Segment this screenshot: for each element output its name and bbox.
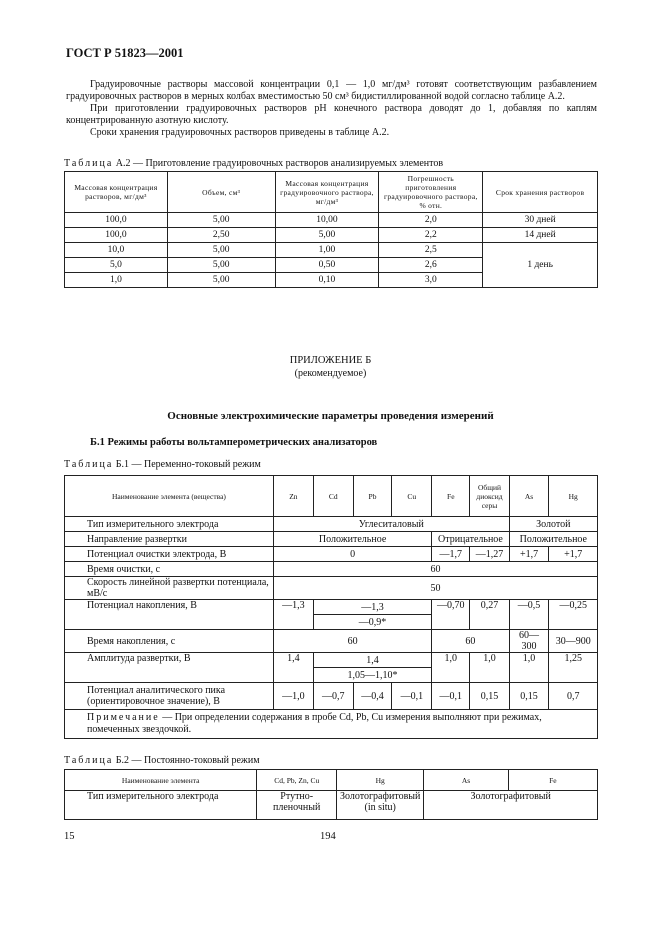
table-cell: Золотографитовый (in situ) (336, 791, 423, 820)
header-cell: Hg (549, 476, 598, 517)
header-cell: Cd, Pb, Zn, Cu (257, 770, 337, 791)
appendix-heading: Основные электрохимические параметры проведения измерений (167, 410, 494, 422)
header-cell: Pb (353, 476, 392, 517)
table-cell: 50 (273, 577, 597, 600)
table-cell: 10,00 (275, 213, 379, 228)
header-cell: Cu (392, 476, 432, 517)
row-label: Направление развертки (65, 532, 274, 547)
table-b2-caption: Таблица Б.2 — Постоянно-токовый режим (64, 755, 260, 766)
table-cell: Золотой (509, 517, 597, 532)
row-label: Амплитуда развертки, В (65, 653, 274, 683)
table-cell: 1,00 (275, 243, 379, 258)
header-cell: Общий диоксид серы (470, 476, 509, 517)
table-note: Примечание — При определении содержания в пробе Cd, Pb, Cu измерения выполняют при режимах, помеченных звездочкой. (65, 710, 598, 739)
table-row (65, 630, 598, 653)
table-row (65, 532, 598, 547)
table-cell: 60—300 (509, 630, 549, 653)
table-cell: 60 (432, 630, 509, 653)
section-heading: Б.1 Режимы работы вольтамперометрических анализаторов (90, 437, 378, 448)
table-header-row (65, 476, 598, 517)
table-cell: 0,7 (549, 683, 598, 710)
table-cell: —1,3 (313, 600, 431, 615)
header-cell: Массовая концентрация растворов, мг/дм³ (65, 172, 168, 213)
header-cell: As (509, 476, 549, 517)
table-row (65, 600, 598, 615)
table-cell: 100,0 (65, 228, 168, 243)
table-cell: 1,0 (432, 653, 470, 683)
table-row (65, 228, 598, 243)
table-cell: Отрицательное (432, 532, 509, 547)
table-cell: 0,50 (275, 258, 379, 273)
table-cell: 5,00 (167, 243, 275, 258)
table-cell: 2,5 (379, 243, 483, 258)
table-header-row (65, 770, 598, 791)
header-cell: Массовая концентрация градуировочного раствора, мг/дм³ (275, 172, 379, 213)
table-b2 (64, 769, 598, 820)
table-cell: 0,27 (470, 600, 509, 630)
table-row (65, 791, 598, 820)
row-label: Время очистки, с (65, 562, 274, 577)
row-label: Тип измерительного электрода (65, 517, 274, 532)
intro-paragraph-2: При приготовлении градуировочных растворов pH конечного раствора доводят до 1, добавляя по каплям концентрированную азотную кислоту. (66, 103, 597, 126)
table-row (65, 562, 598, 577)
table-cell: 30 дней (483, 213, 598, 228)
header-cell: Объем, см³ (167, 172, 275, 213)
table-cell: Положительное (273, 532, 431, 547)
table-cell: 1,4 (313, 653, 431, 668)
header-cell: Zn (273, 476, 313, 517)
header-cell: Срок хранения растворов (483, 172, 598, 213)
table-row (65, 683, 598, 710)
table-b1 (64, 475, 598, 739)
table-cell: 60 (273, 562, 597, 577)
table-cell: —0,7 (313, 683, 353, 710)
header-cell: As (424, 770, 508, 791)
table-row (65, 213, 598, 228)
table-cell: 1,0 (509, 653, 549, 683)
table-cell: 3,0 (379, 273, 483, 288)
row-label: Потенциал очистки электрода, В (65, 547, 274, 562)
table-cell: 5,00 (167, 273, 275, 288)
table-cell: —0,5 (509, 600, 549, 630)
table-cell: 5,00 (275, 228, 379, 243)
table-cell: —1,3 (273, 600, 313, 630)
table-cell: 2,50 (167, 228, 275, 243)
appendix-subtitle: (рекомендуемое) (294, 368, 367, 379)
table-cell: Золотографитовый (424, 791, 598, 820)
document-header: ГОСТ Р 51823—2001 (66, 46, 184, 60)
table-cell: 2,2 (379, 228, 483, 243)
header-cell: Наименование элемента (вещества) (65, 476, 274, 517)
table-cell: +1,7 (549, 547, 598, 562)
table-row (65, 653, 598, 668)
header-cell: Погрешность приготовления градуировочного раствора, % отн. (379, 172, 483, 213)
header-cell: Наименование элемента (65, 770, 257, 791)
table-cell: 1 день (483, 243, 598, 288)
table-cell: 14 дней (483, 228, 598, 243)
table-cell: —0,25 (549, 600, 598, 630)
table-cell: 30—900 (549, 630, 598, 653)
table-header-row (65, 172, 598, 213)
table-cell: 0,15 (509, 683, 549, 710)
table-cell: —1,7 (432, 547, 470, 562)
page-number-left: 15 (64, 831, 75, 842)
table-cell: 5,0 (65, 258, 168, 273)
table-a2-caption: Таблица А.2 — Приготовление градуировочных растворов анализируемых элементов (64, 158, 444, 169)
appendix-title: ПРИЛОЖЕНИЕ Б (289, 355, 372, 366)
table-cell: —0,70 (432, 600, 470, 630)
table-cell: 2,0 (379, 213, 483, 228)
intro-text (66, 79, 597, 139)
row-label: Скорость линейной развертки потенциала, мВ/с (65, 577, 274, 600)
header-cell: Hg (336, 770, 423, 791)
table-cell: —0,9* (313, 615, 431, 630)
table-row (65, 517, 598, 532)
header-cell: Cd (313, 476, 353, 517)
table-cell: 0 (273, 547, 431, 562)
table-cell: —1,27 (470, 547, 509, 562)
table-cell: Углеситаловый (273, 517, 509, 532)
table-cell: +1,7 (509, 547, 549, 562)
table-cell: 100,0 (65, 213, 168, 228)
table-cell: 10,0 (65, 243, 168, 258)
table-cell: 0,15 (470, 683, 509, 710)
intro-paragraph-1: Градуировочные растворы массовой концентрации 0,1 — 1,0 мг/дм³ готовят соответствующим разбавлением градуировочных растворов в мерных колбах вместимостью 50 см³ бидистиллированной водой согласно таблице А.2. (66, 79, 597, 102)
table-cell: 5,00 (167, 258, 275, 273)
table-cell: Положительное (509, 532, 597, 547)
table-cell: —0,1 (392, 683, 432, 710)
table-row (65, 710, 598, 739)
table-cell: —1,0 (273, 683, 313, 710)
table-cell: 2,6 (379, 258, 483, 273)
row-label: Потенциал накопления, В (65, 600, 274, 630)
header-cell: Fe (432, 476, 470, 517)
table-cell: —0,1 (432, 683, 470, 710)
intro-paragraph-3: Сроки хранения градуировочных растворов приведены в таблице А.2. (90, 127, 390, 138)
table-row (65, 577, 598, 600)
table-row (65, 547, 598, 562)
table-row (65, 243, 598, 258)
table-a2 (64, 171, 598, 288)
table-cell: Ртутно-пленочный (257, 791, 337, 820)
table-cell: 1,0 (65, 273, 168, 288)
table-cell: 1,25 (549, 653, 598, 683)
row-label: Время накопления, с (65, 630, 274, 653)
row-label: Потенциал аналитического пика (ориентировочное значение), В (65, 683, 274, 710)
table-cell: 60 (273, 630, 431, 653)
table-cell: 1,0 (470, 653, 509, 683)
table-cell: 1,4 (273, 653, 313, 683)
row-label: Тип измерительного электрода (65, 791, 257, 820)
header-cell: Fe (508, 770, 597, 791)
table-cell: 5,00 (167, 213, 275, 228)
table-cell: 0,10 (275, 273, 379, 288)
page-number-center: 194 (320, 831, 336, 842)
table-cell: 1,05—1,10* (313, 668, 431, 683)
table-b1-caption: Таблица Б.1 — Переменно-токовый режим (64, 459, 261, 470)
table-cell: —0,4 (353, 683, 392, 710)
